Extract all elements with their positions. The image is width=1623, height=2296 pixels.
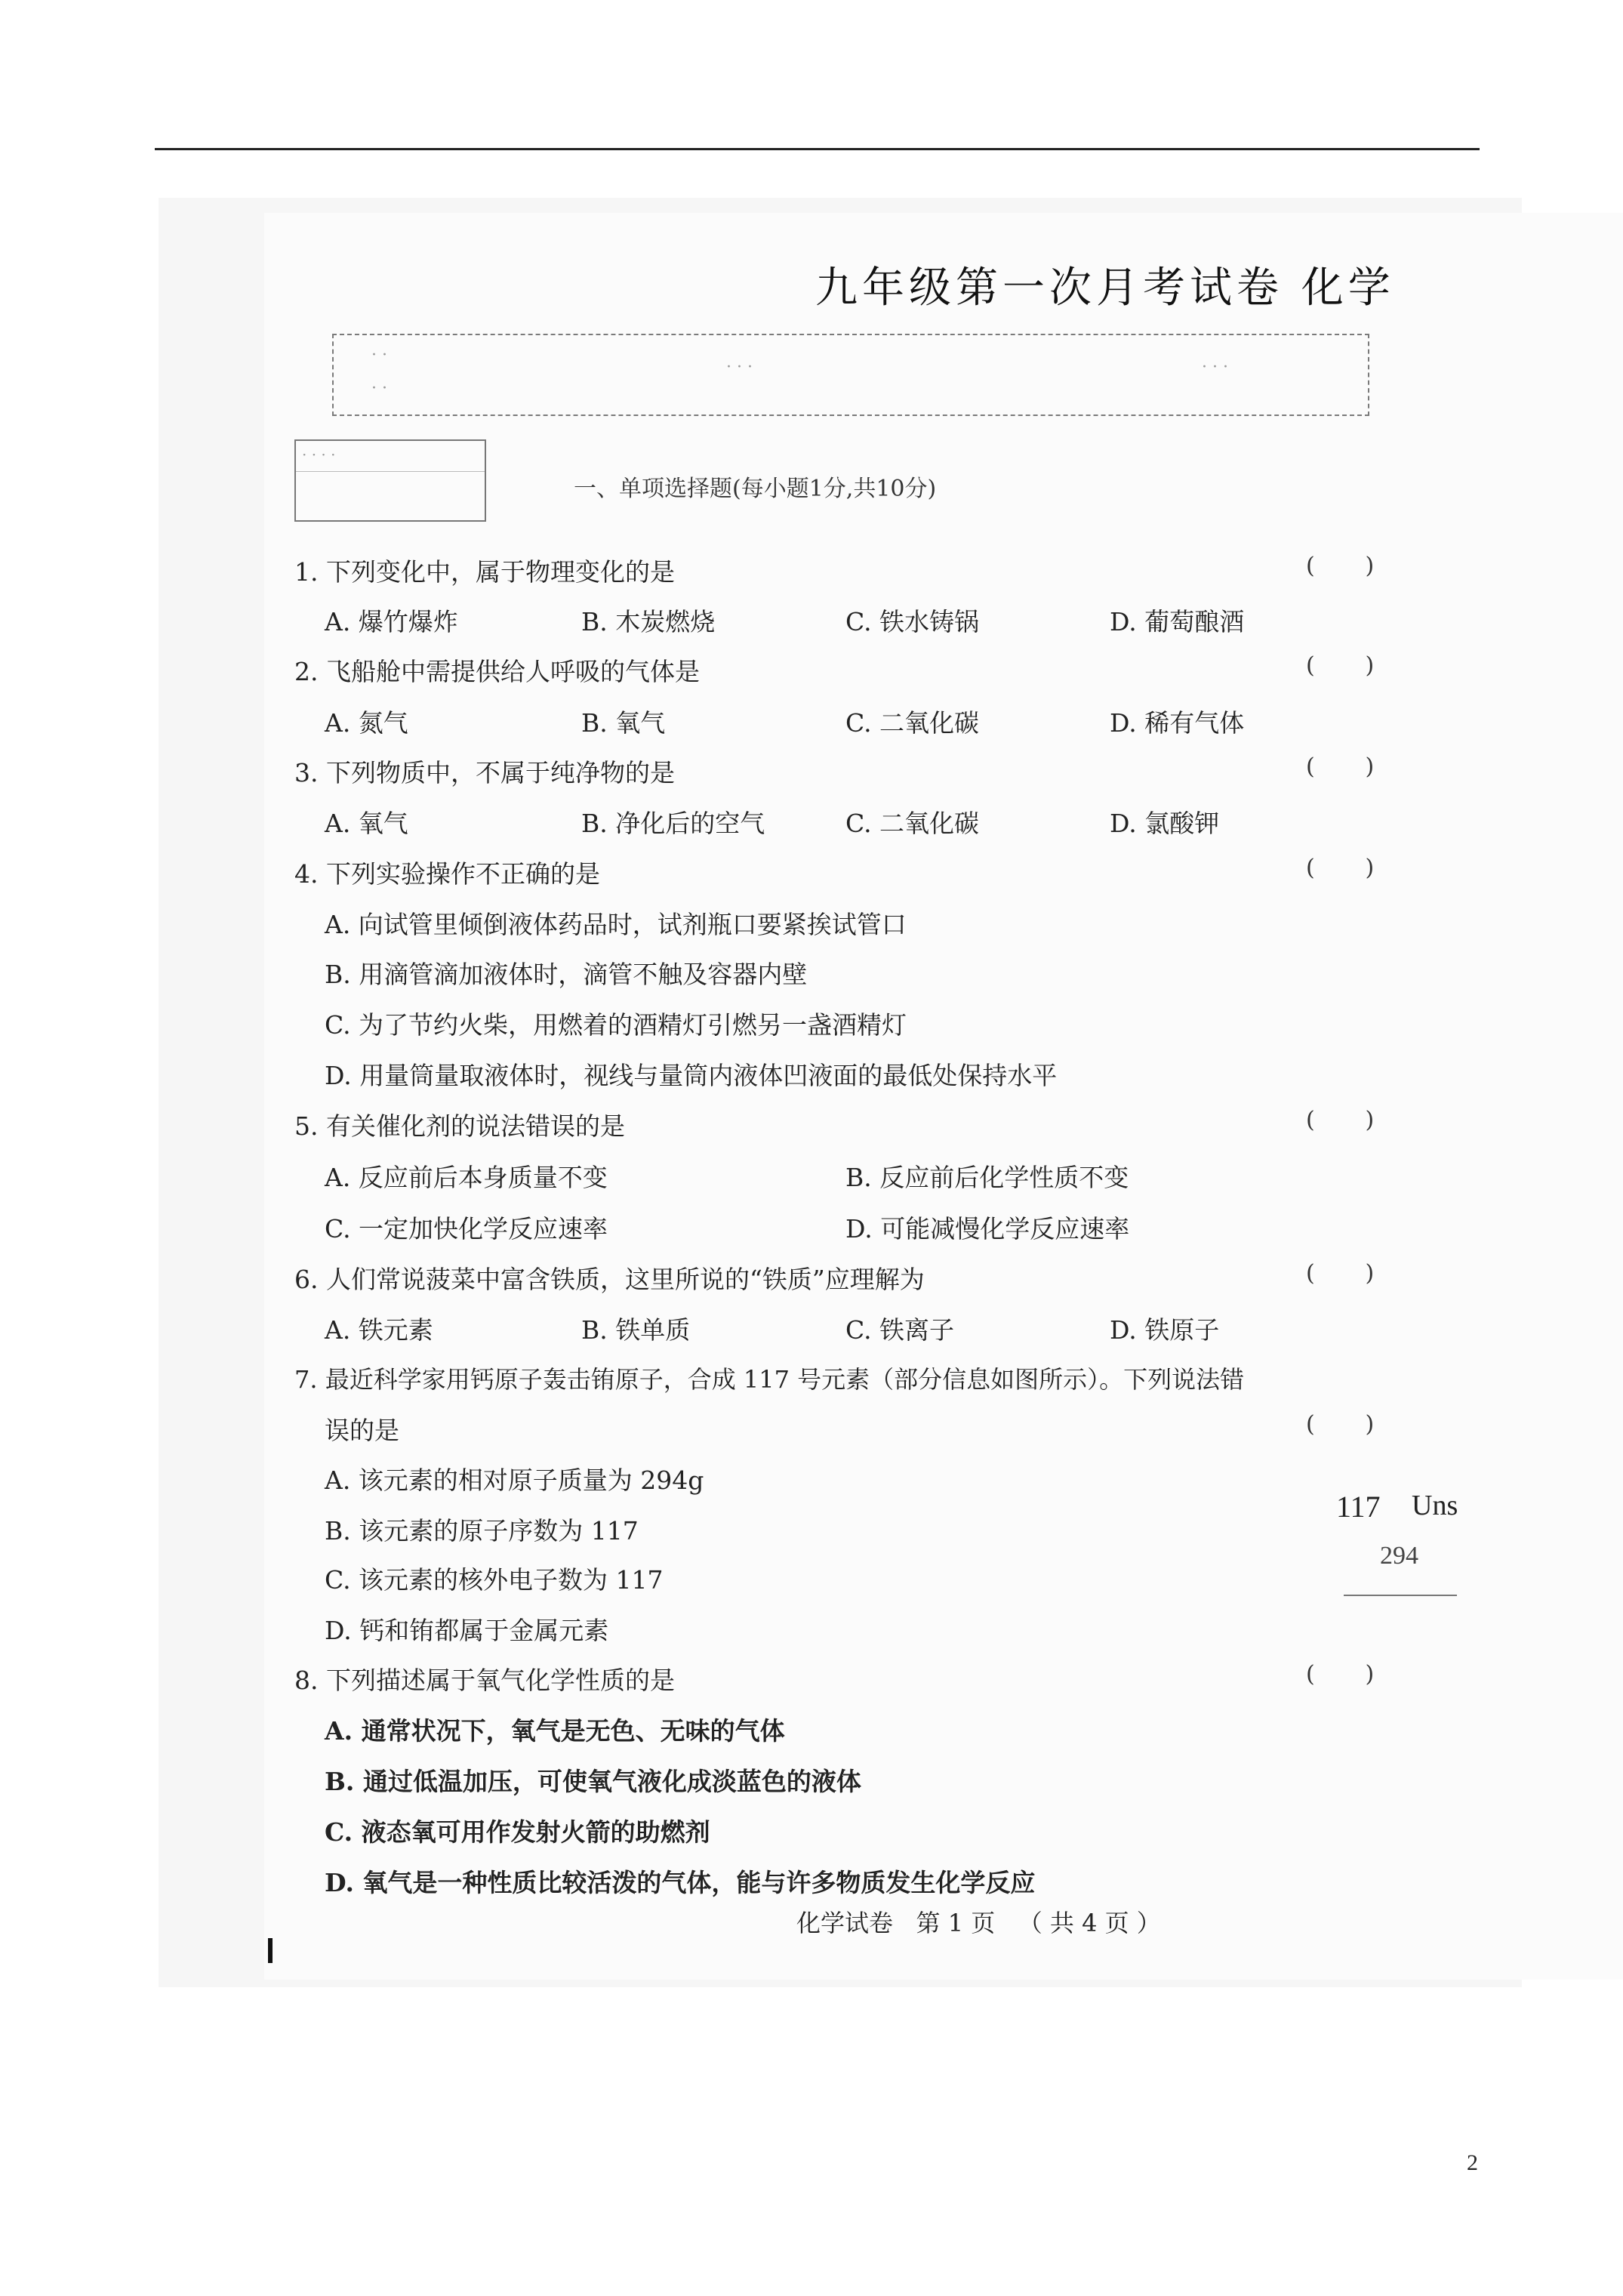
question-7-option-b: B. 该元素的原子序数为 117 bbox=[325, 1516, 639, 1546]
question-7-option-d: D. 钙和铕都属于金属元素 bbox=[325, 1616, 609, 1645]
question-5-answer-blank: ( ) bbox=[1306, 1107, 1375, 1133]
element-117-card bbox=[1321, 1459, 1487, 1610]
question-2-option-b: B. 氧气 bbox=[581, 708, 666, 738]
question-8-option-a: A. 通常状况下，氧气是无色、无味的气体 bbox=[325, 1716, 785, 1746]
element-atomic-mass: 294 bbox=[1380, 1542, 1418, 1570]
question-1-stem: 1. 下列变化中，属于物理变化的是 bbox=[294, 557, 675, 587]
question-2-option-d: D. 稀有气体 bbox=[1110, 708, 1245, 738]
exam-title: 九年级第一次月考试卷 化学 bbox=[815, 264, 1395, 313]
question-8-answer-blank: ( ) bbox=[1306, 1661, 1375, 1687]
question-7-option-a: A. 该元素的相对原子质量为 294g bbox=[325, 1465, 704, 1495]
question-8-option-c: C. 液态氧可用作发射火箭的助燃剂 bbox=[325, 1817, 710, 1847]
question-1-option-a: A. 爆竹爆炸 bbox=[325, 607, 458, 636]
question-3-answer-blank: ( ) bbox=[1306, 754, 1375, 780]
question-7-stem-continued: 误的是 bbox=[325, 1416, 399, 1445]
question-4-stem: 4. 下列实验操作不正确的是 bbox=[294, 859, 600, 889]
exam-footer: 化学试卷 第 1 页 （ 共 4 页 ） bbox=[796, 1909, 1161, 1937]
question-1-answer-blank: ( ) bbox=[1306, 553, 1375, 579]
student-info-box: · · · · · · · · · · bbox=[332, 334, 1369, 416]
scanned-exam-image bbox=[159, 198, 1522, 1987]
question-8-option-d: D. 氧气是一种性质比较活泼的气体，能与许多物质发生化学反应 bbox=[325, 1868, 1036, 1897]
question-1-option-d: D. 葡萄酿酒 bbox=[1110, 607, 1245, 636]
question-3-option-d: D. 氯酸钾 bbox=[1110, 809, 1220, 838]
question-4-option-a: A. 向试管里倾倒液体药品时，试剂瓶口要紧挨试管口 bbox=[325, 910, 907, 939]
score-box-divider bbox=[296, 471, 485, 472]
question-4-option-b: B. 用滴管滴加液体时，滴管不触及容器内壁 bbox=[325, 960, 808, 989]
page-number: 2 bbox=[1467, 2150, 1478, 2175]
element-symbol: Uns bbox=[1412, 1490, 1458, 1521]
question-7-answer-blank: ( ) bbox=[1306, 1411, 1375, 1438]
question-2-option-c: C. 二氧化碳 bbox=[845, 708, 980, 738]
question-6-answer-blank: ( ) bbox=[1306, 1260, 1375, 1287]
question-6-option-a: A. 铁元素 bbox=[325, 1315, 433, 1345]
margin-mark bbox=[268, 1938, 273, 1963]
question-1-option-c: C. 铁水铸锅 bbox=[845, 607, 980, 636]
question-6-option-c: C. 铁离子 bbox=[845, 1315, 955, 1345]
question-8-option-b: B. 通过低温加压，可使氧气液化成淡蓝色的液体 bbox=[325, 1767, 861, 1796]
question-7-option-c: C. 该元素的核外电子数为 117 bbox=[325, 1565, 664, 1595]
question-5-option-b: B. 反应前后化学性质不变 bbox=[845, 1163, 1129, 1192]
question-1-option-b: B. 木炭燃烧 bbox=[581, 607, 716, 636]
exam-paper bbox=[264, 213, 1623, 1980]
question-5-stem: 5. 有关催化剂的说法错误的是 bbox=[294, 1111, 625, 1141]
question-5-option-a: A. 反应前后本身质量不变 bbox=[325, 1163, 608, 1192]
question-2-answer-blank: ( ) bbox=[1306, 652, 1375, 679]
question-7-stem: 7. 最近科学家用钙原子轰击铕原子，合成 117 号元素（部分信息如图所示）。下列说法错 bbox=[294, 1365, 1245, 1394]
header-rule bbox=[155, 148, 1480, 150]
question-3-option-b: B. 净化后的空气 bbox=[581, 809, 765, 838]
question-6-stem: 6. 人们常说菠菜中富含铁质，这里所说的“铁质”应理解为 bbox=[294, 1265, 925, 1294]
question-4-answer-blank: ( ) bbox=[1306, 855, 1375, 881]
section-heading: 一、单项选择题(每小题1分,共10分) bbox=[574, 476, 937, 502]
question-4-option-c: C. 为了节约火柴，用燃着的酒精灯引燃另一盏酒精灯 bbox=[325, 1010, 907, 1040]
element-atomic-number: 117 bbox=[1336, 1490, 1381, 1524]
question-6-option-d: D. 铁原子 bbox=[1110, 1315, 1220, 1345]
question-3-stem: 3. 下列物质中，不属于纯净物的是 bbox=[294, 758, 675, 787]
question-2-option-a: A. 氮气 bbox=[325, 708, 408, 738]
question-5-option-d: D. 可能减慢化学反应速率 bbox=[845, 1214, 1130, 1244]
question-2-stem: 2. 飞船舱中需提供给人呼吸的气体是 bbox=[294, 657, 700, 686]
question-3-option-a: A. 氧气 bbox=[325, 809, 408, 838]
question-6-option-b: B. 铁单质 bbox=[581, 1315, 691, 1345]
question-8-stem: 8. 下列描述属于氧气化学性质的是 bbox=[294, 1666, 675, 1695]
element-card-underline bbox=[1344, 1595, 1457, 1596]
question-3-option-c: C. 二氧化碳 bbox=[845, 809, 980, 838]
question-5-option-c: C. 一定加快化学反应速率 bbox=[325, 1214, 608, 1244]
score-box: · · · · bbox=[294, 439, 486, 522]
question-4-option-d: D. 用量筒量取液体时，视线与量筒内液体凹液面的最低处保持水平 bbox=[325, 1061, 1058, 1090]
